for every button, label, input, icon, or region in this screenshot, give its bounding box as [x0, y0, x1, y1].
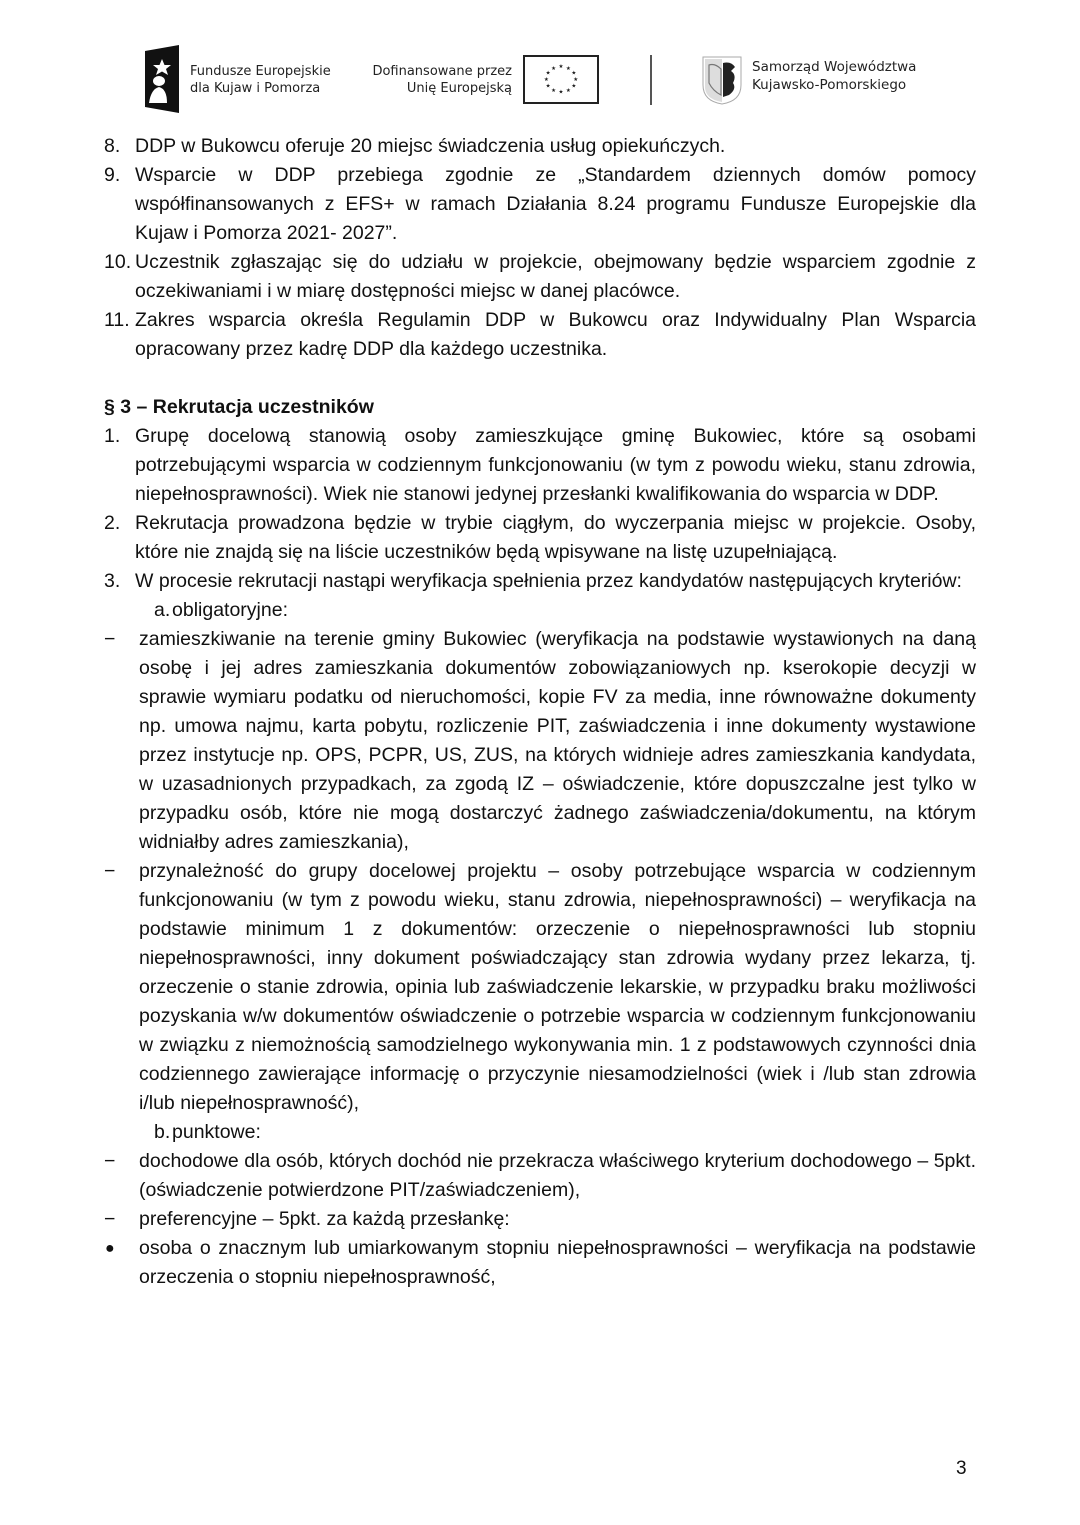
sublist-letter: a.: [154, 599, 171, 621]
list-item-text: Uczestnik zgłaszając się do udziału w projekcie, obejmowany będzie wsparciem zgodnie z oczekiwaniami i w miarę dostępności miejsc w danej placówce.: [135, 251, 976, 302]
fe-logo-line1: Fundusze Europejskie: [190, 64, 331, 79]
dash-item-text: preferencyjne – 5pkt. za każdą przesłankę:: [139, 1208, 510, 1230]
list-item-text: Grupę docelową stanowią osoby zamieszkujące gminę Bukowiec, które są osobami potrzebującymi wsparcia w codziennym funkcjonowaniu (w tym z powodu wieku, stanu zdrowia, niepełnosprawności). Wiek nie stanowi jedynej przesłanki kwalifikowania do wsparcia w DDP.: [135, 425, 976, 505]
bullet-icon: ●: [105, 1240, 115, 1257]
svg-text:★: ★: [565, 87, 571, 94]
svg-text:★: ★: [573, 76, 579, 83]
sublist-letter: b.: [154, 1121, 171, 1143]
eu-cofinancing-text: [360, 63, 512, 97]
sublist-item-text: obligatoryjne:: [172, 599, 288, 621]
sublist-item: [104, 1118, 976, 1147]
list-number: 2.: [104, 512, 121, 534]
dash-item: [102, 625, 976, 857]
list-number: 8.: [104, 135, 121, 157]
svg-text:★: ★: [543, 76, 549, 83]
svg-text:★: ★: [565, 65, 571, 72]
page-number: 3: [956, 1458, 967, 1479]
list-item: [104, 509, 976, 567]
list-number: 11.: [104, 309, 130, 331]
fundusze-europejskie-logo-icon: [145, 45, 179, 113]
page-header: [0, 0, 1080, 130]
header-divider: [650, 55, 652, 105]
list-number: 9.: [104, 164, 121, 186]
list-item: [104, 248, 976, 306]
svg-text:★: ★: [545, 83, 551, 90]
eu-line2: Unię Europejską: [406, 81, 512, 96]
svg-text:★: ★: [558, 89, 564, 96]
list-number: 10.: [104, 251, 132, 273]
dash-item-text: zamieszkiwanie na terenie gminy Bukowiec (weryfikacja na podstawie wystawionych na daną osobę i jej adres zamieszkania dokumentów zobowiązaniowych np. kserokopie decyzji w sprawie wymiaru podatku od nieruchomości, kopie FV za media, inne równoważne dokumenty np. umowa najmu, karta pobytu, rozliczenie PIT, zaświadczenia i inne dokumenty wystawione przez instytucje np. OPS, PCPR, US, ZUS, na których widnieje adres zamieszkania kandydata, w uzasadnionych przypadkach, za zgodą IZ – oświadczenie, które dopuszczalne jest tylko w przypadku osób, które nie mogą dostarczyć żadnego zaświadczenia/dokumentu, na którym widniałby adres zamieszkania),: [139, 628, 976, 853]
list-item-text: Rekrutacja prowadzona będzie w trybie ciągłym, do wyczerpania miejsc w projekcie. Osoby, które nie znajdą się na liście uczestników będą wpisywane na listę uzupełniającą.: [135, 512, 976, 563]
dash-marker: −: [104, 628, 116, 650]
list-item: [104, 567, 976, 596]
document-body: [104, 132, 976, 1292]
list-item-text: Zakres wsparcia określa Regulamin DDP w Bukowcu oraz Indywidualny Plan Wsparcia opracowany przez kadrę DDP dla każdego uczestnika.: [135, 309, 976, 360]
eu-flag-icon: [523, 55, 599, 104]
list-item-text: Wsparcie w DDP przebiega zgodnie ze „Standardem dziennych domów pomocy współfinansowanych z EFS+ w ramach Działania 8.24 programu Fundusze Europejskie dla Kujaw i Pomorza 2021- 2027”.: [135, 164, 976, 244]
section-heading: § 3 – Rekrutacja uczestników: [104, 396, 374, 418]
dash-item: [102, 1205, 976, 1234]
dash-item: [102, 857, 976, 1118]
sublist-item: [104, 596, 976, 625]
fe-logo-text: [190, 63, 331, 97]
bullet-item-text: osoba o znacznym lub umiarkowanym stopniu niepełnosprawności – weryfikacja na podstawie orzeczenia o stopniu niepełnosprawność,: [139, 1237, 976, 1288]
samorzad-line1: Samorząd Województwa: [752, 59, 917, 75]
dash-item: [102, 1147, 976, 1205]
list-number: 3.: [104, 570, 121, 592]
dash-item-text: przynależność do grupy docelowej projektu – osoby potrzebujące wsparcia w codziennym funkcjonowaniu (w tym z powodu wieku, stanu zdrowia, niepełnosprawności) – weryfikacja na podstawie minimum 1 z dokumentów: orzeczenie o niepełnosprawności lub stopniu niepełnosprawności, inny dokument poświadczający stan zdrowia wydany przez lekarza, tj. orzeczenie o stanie zdrowia, opinia lub zaświadczenie lekarskie, w przypadku braku możliwości pozyskania w/w dokumentów oświadczenie o potrzebie wsparcia w codziennym funkcjonowaniu w związku z niemożnością samodzielnego wykonywania min. 1 z podstawowych czynności dnia codziennego zawierające informację o przyczynie niesamodzielności (wiek i /lub stan zdrowia i/lub niepełnosprawność),: [139, 860, 976, 1114]
samorzad-text: [752, 58, 916, 94]
fe-logo-line2: dla Kujaw i Pomorza: [190, 81, 321, 96]
bullet-item: [102, 1234, 976, 1292]
sublist-item-text: punktowe:: [172, 1121, 261, 1143]
list-item-text: W procesie rekrutacji nastąpi weryfikacja spełnienia przez kandydatów następujących kryteriów:: [135, 570, 962, 592]
list-number: 1.: [104, 425, 121, 447]
list-item-text: DDP w Bukowcu oferuje 20 miejsc świadczenia usług opiekuńczych.: [135, 135, 726, 157]
list-item: [104, 422, 976, 509]
svg-text:★: ★: [571, 83, 577, 90]
samorzad-line2: Kujawsko-Pomorskiego: [752, 77, 907, 93]
svg-text:★: ★: [545, 70, 551, 77]
eu-line1: Dofinansowane przez: [372, 64, 512, 79]
dash-marker: −: [104, 860, 116, 882]
list-item: [104, 306, 976, 364]
dash-item-text: dochodowe dla osób, których dochód nie przekracza właściwego kryterium dochodowego – 5pkt. (oświadczenie potwierdzone PIT/zaświadczeniem),: [139, 1150, 976, 1201]
svg-text:★: ★: [558, 64, 564, 71]
list-item: [104, 132, 976, 161]
list-item: [104, 161, 976, 248]
svg-text:★: ★: [571, 70, 577, 77]
svg-text:★: ★: [551, 87, 557, 94]
dash-marker: −: [104, 1208, 116, 1230]
dash-marker: −: [104, 1150, 116, 1172]
coat-of-arms-icon: [701, 55, 743, 105]
svg-text:★: ★: [551, 65, 557, 72]
